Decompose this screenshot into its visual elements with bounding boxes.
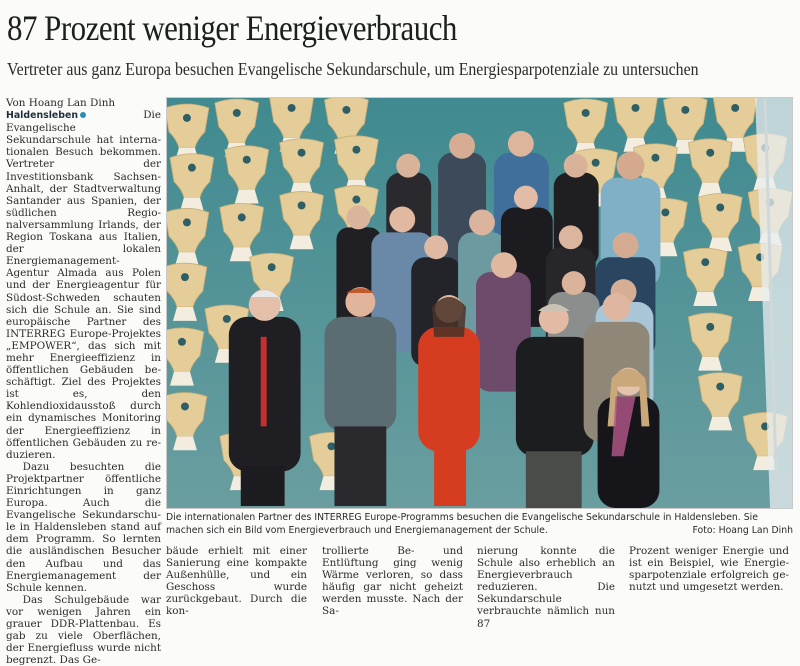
article-column-3 — [322, 545, 463, 618]
dateline: Haldensleben — [6, 110, 79, 122]
group-photo — [166, 97, 793, 509]
paragraph-3-continued-a: bäude erhielt mit einer Sanierung eine kompakte Außenhülle, und ein Geschoss wurde zurückgebaut. Durch die kon- — [166, 545, 307, 618]
paragraph-3-start: Das Schulgebäude war vor wenigen Jahren ein grauer DDR-Plattenbau. Es gab zu viele Oberflächen, der Energiefluss wurde nicht begrenzt. Das Ge- — [6, 593, 161, 666]
subheadline: Vertreter aus ganz Europa besuchen Evangelische Sekundarschule, um Energiesparpotenziale zu untersuchen — [7, 59, 699, 79]
article-column-2 — [166, 545, 307, 618]
headline: 87 Prozent weniger Energieverbrauch — [7, 8, 457, 48]
paragraph-1-text: Die Evangelische Sekundarschule hat internationalen Besuch bekommen. Vertreter der Investitionsbank Sachsen-Anhalt, der Stadtverwaltung Santander aus Spanien, der südlichen Regionalversammlung Irlands, der Region Toskana aus Italien, der lokalen Energiemanagement-Agentur Almada aus Polen und der Energieagentur für Südost-Schweden schauten sich die Schule an. Sie sind europäische Partner des INTERREG Europe-Projektes „EMPOWER“, das sich mit mehr Energieeffizienz in öffentlichen Gebäuden beschäftigt. Ziel des Projektes ist es, den Kohlendioxidausstoß durch ein dynamisches Monitoring der Energieeffizienz in öffentlichen Gebäuden zu reduzieren. — [6, 109, 161, 461]
photo-credit: Foto: Hoang Lan Dinh — [692, 524, 793, 536]
article-column-1 — [6, 97, 161, 666]
group-photo-illustration — [167, 98, 792, 508]
paragraph-3-continued-b: trollierte Be- und Entlüftung ging wenig Wärme verloren, so dass häufig gar nicht geheizt werden musste. Nach der Sa- — [322, 545, 463, 618]
article-column-4 — [477, 545, 615, 630]
dateline-dot-icon — [80, 112, 86, 118]
paragraph-3-continued-d: Prozent weniger Energie und ist ein Beispiel, wie Energiesparpotenziale erfolgreich genutzt und umgesetzt werden. — [629, 545, 789, 594]
paragraph-1 — [6, 109, 161, 461]
paragraph-3-continued-c: nierung konnte die Schule also erheblich an Energieverbrauch reduzieren. Die Sekundarschule verbrauchte nämlich nun 87 — [477, 545, 615, 630]
photo-caption-text: Die internationalen Partner des INTERREG Europe-Programms besuchen die Evangelische Sekundarschule in Haldensleben. Sie machen sich ein Bild vom Energieverbrauch und Energiemanagement der Schule. — [166, 512, 758, 536]
byline: Von Hoang Lan Dinh — [6, 97, 116, 109]
photo-caption — [166, 512, 793, 537]
paragraph-2: Dazu besuchten die Projektpartner öffentliche Einrichtungen in ganz Europa. Auch die Evangelische Sekundarschule in Haldensleben stand auf dem Programm. So lernten die ausländischen Besucher den Aufbau und das Energiemanagement der Schule kennen. — [6, 460, 161, 594]
article-column-5 — [629, 545, 789, 593]
